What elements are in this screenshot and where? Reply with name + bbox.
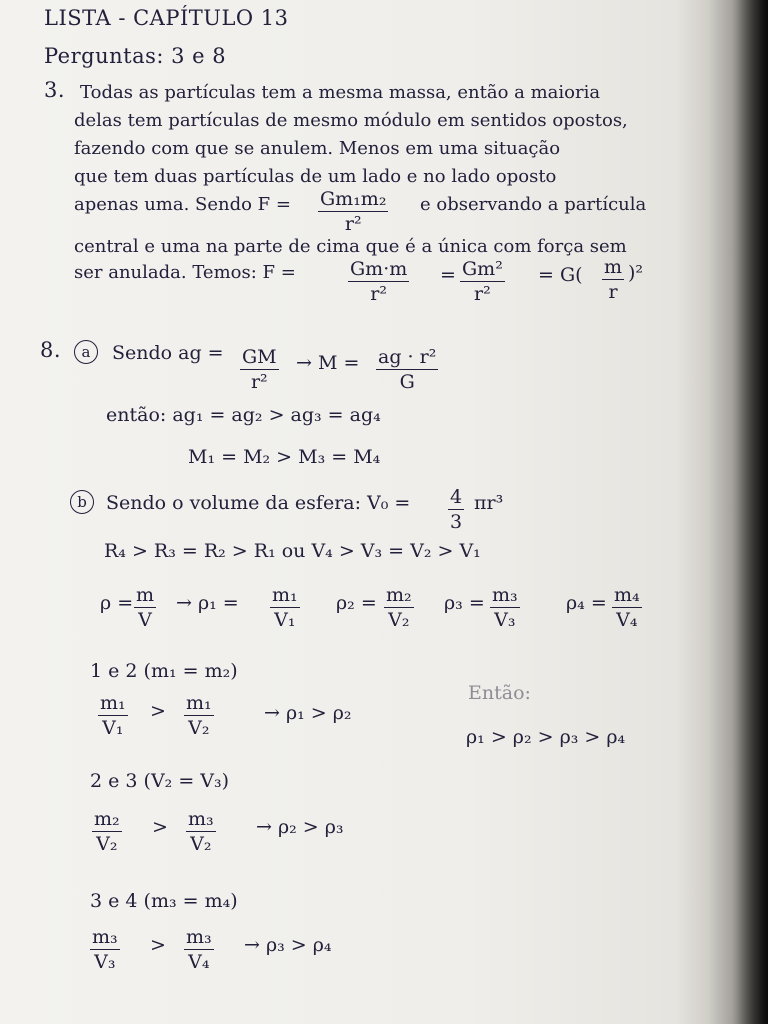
q8b-rho2-numerator: m₂ xyxy=(386,584,412,606)
q8b-rho4-fraction xyxy=(612,584,642,631)
q3-number: 3. xyxy=(44,78,66,102)
q8b-rho1-denominator: V₁ xyxy=(274,609,296,631)
q8b-fraction-numerator: 4 xyxy=(450,486,463,508)
q8b-radii: R₄ > R₃ = R₂ > R₁ ou V₄ > V₃ = V₂ > V₁ xyxy=(104,540,481,562)
case-1-2-right-numerator: m₁ xyxy=(186,692,212,714)
q3-line-6: central e uma na parte de cima que é a única com força sem xyxy=(74,236,627,257)
q8a-arrow: → M = xyxy=(296,352,360,374)
q8b-rho3-denominator: V₃ xyxy=(494,609,516,631)
q3-line-5b: e observando a partícula xyxy=(420,194,647,215)
q8b-rho2-fraction xyxy=(384,584,414,631)
case-3-4-result: → ρ₃ > ρ₄ xyxy=(244,934,332,956)
case-3-4-right-fraction xyxy=(184,926,214,973)
q8b-rho3-label: ρ₃ = xyxy=(444,592,485,614)
q3-line-2: delas tem partículas de mesmo módulo em sentidos opostos, xyxy=(74,110,628,131)
q3-fraction-3 xyxy=(460,258,505,305)
q8a-fraction-1-denominator: r² xyxy=(250,371,268,393)
q8b-rho-numerator: m xyxy=(136,584,155,606)
q8b-rho3-fraction xyxy=(490,584,520,631)
q3-equals-1: = xyxy=(440,264,456,286)
q3-equals-2: = G( xyxy=(538,264,583,286)
page-title: LISTA - CAPÍTULO 13 xyxy=(44,6,289,30)
q3-fraction-2-numerator: Gm·m xyxy=(350,258,408,280)
case-3-4-right-numerator: m₃ xyxy=(186,926,212,948)
q8a-then: então: ag₁ = ag₂ > ag₃ = ag₄ xyxy=(106,404,381,426)
case-3-4-left-numerator: m₃ xyxy=(92,926,118,948)
case-2-3-heading: 2 e 3 (V₂ = V₃) xyxy=(90,770,230,792)
q8-item-a-marker: a xyxy=(74,340,98,364)
q8b-rho1-label: → ρ₁ = xyxy=(176,592,239,614)
q3-line-7a: ser anulada. Temos: F = xyxy=(74,262,296,283)
conclusion-label: Então: xyxy=(468,682,531,704)
q8b-rho-def: ρ = xyxy=(100,592,134,614)
q8b-rho1-numerator: m₁ xyxy=(272,584,298,606)
q8-number: 8. xyxy=(40,338,62,362)
q8b-text: Sendo o volume da esfera: V₀ = xyxy=(106,492,411,514)
q8b-rho2-label: ρ₂ = xyxy=(336,592,377,614)
case-3-4-comparison: > xyxy=(150,934,166,956)
q3-line-4: que tem duas partículas de um lado e no lado oposto xyxy=(74,166,557,187)
case-3-4-left-fraction xyxy=(90,926,120,973)
q8a-fraction-1-numerator: GM xyxy=(242,346,277,368)
q3-fraction-4-denominator: r xyxy=(608,281,618,303)
case-1-2-left-numerator: m₁ xyxy=(100,692,126,714)
conclusion-result: ρ₁ > ρ₂ > ρ₃ > ρ₄ xyxy=(466,726,626,748)
case-1-2-left-denominator: V₁ xyxy=(102,717,124,739)
q8b-fraction xyxy=(448,486,464,533)
case-1-2-right-denominator: V₂ xyxy=(188,717,210,739)
q3-fraction-4-numerator: m xyxy=(604,256,623,278)
case-2-3-comparison: > xyxy=(152,816,168,838)
q8a-fraction-2 xyxy=(376,346,438,393)
q8b-rho-fraction xyxy=(134,584,156,631)
q3-fraction-2 xyxy=(348,258,409,305)
q8b-rho4-numerator: m₄ xyxy=(614,584,640,606)
q8b-rho4-label: ρ₄ = xyxy=(566,592,607,614)
q3-fraction-2-denominator: r² xyxy=(370,283,387,305)
q8b-rho4-denominator: V₄ xyxy=(616,609,638,631)
q3-fraction-3-numerator: Gm² xyxy=(462,258,503,280)
q3-fraction-4 xyxy=(602,256,624,303)
case-3-4-heading: 3 e 4 (m₃ = m₄) xyxy=(90,890,238,912)
case-2-3-right-denominator: V₂ xyxy=(190,833,212,855)
page-edge-shadow xyxy=(708,0,768,1024)
case-2-3-right-numerator: m₃ xyxy=(188,808,214,830)
case-1-2-comparison: > xyxy=(150,700,166,722)
q3-fraction-1-denominator: r² xyxy=(344,213,362,235)
case-1-2-result: → ρ₁ > ρ₂ xyxy=(264,702,352,724)
q8a-fraction-2-denominator: G xyxy=(399,371,415,393)
case-1-2-left-fraction xyxy=(98,692,128,739)
q3-line-5a: apenas uma. Sendo F = xyxy=(74,194,291,215)
questions-heading: Perguntas: 3 e 8 xyxy=(44,44,227,68)
q3-fraction-1 xyxy=(318,188,388,235)
q8-item-b-marker: b xyxy=(70,490,94,514)
q3-fraction-1-numerator: Gm₁m₂ xyxy=(320,188,387,210)
q3-fraction-3-denominator: r² xyxy=(474,283,491,305)
q8b-rho3-numerator: m₃ xyxy=(492,584,518,606)
q8a-text: Sendo ag = xyxy=(112,342,224,364)
q8a-fraction-2-numerator: ag · r² xyxy=(378,346,437,368)
case-3-4-right-denominator: V₄ xyxy=(188,951,210,973)
case-1-2-right-fraction xyxy=(184,692,214,739)
q8b-rho-denominator: V xyxy=(138,609,152,631)
q8b-fraction-denominator: 3 xyxy=(450,511,463,533)
case-2-3-left-denominator: V₂ xyxy=(96,833,118,855)
case-2-3-left-numerator: m₂ xyxy=(94,808,120,830)
q3-line-1: Todas as partículas tem a mesma massa, então a maioria xyxy=(80,82,601,103)
case-3-4-left-denominator: V₃ xyxy=(94,951,116,973)
case-2-3-right-fraction xyxy=(186,808,216,855)
case-2-3-left-fraction xyxy=(92,808,122,855)
q8b-rho2-denominator: V₂ xyxy=(388,609,410,631)
case-1-2-heading: 1 e 2 (m₁ = m₂) xyxy=(90,660,238,682)
case-2-3-result: → ρ₂ > ρ₃ xyxy=(256,816,344,838)
q8b-rho1-fraction xyxy=(270,584,300,631)
q8b-volume-tail: πr³ xyxy=(474,492,504,514)
q3-line-3: fazendo com que se anulem. Menos em uma situação xyxy=(74,138,561,159)
q8a-masses: M₁ = M₂ > M₃ = M₄ xyxy=(188,446,381,468)
q8a-fraction-1 xyxy=(240,346,279,393)
q3-close-paren: )² xyxy=(628,262,644,284)
